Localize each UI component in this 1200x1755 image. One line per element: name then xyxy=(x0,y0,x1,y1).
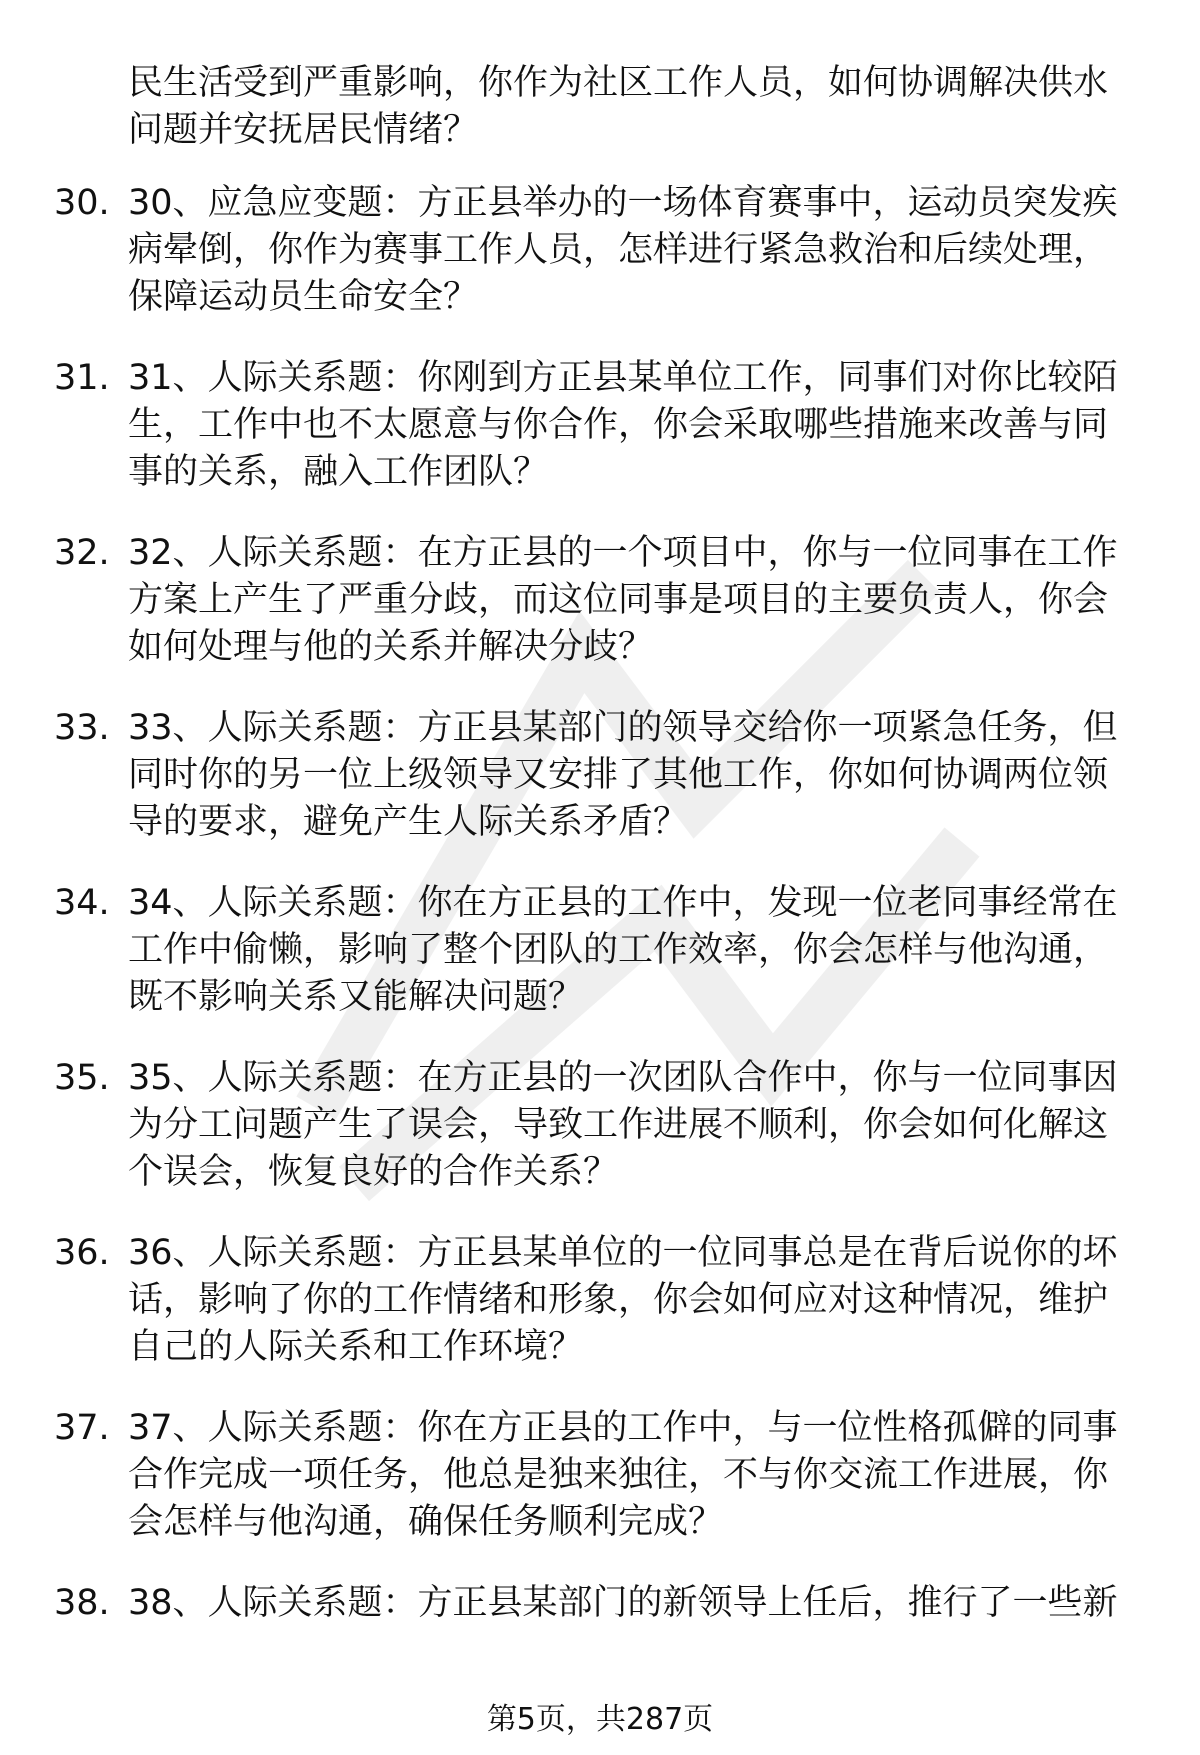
item-number: 36. xyxy=(54,1233,110,1273)
item-number: 37. xyxy=(54,1408,110,1448)
item-number: 38. xyxy=(54,1583,110,1623)
item-number: 31. xyxy=(54,358,110,398)
list-item xyxy=(0,705,1200,880)
item-text: 31、人际关系题：你刚到方正县某单位工作，同事们对你比较陌 生，工作中也不太愿意与你合作，你会采取哪些措施来改善与同 事的关系，融入工作团队？ xyxy=(128,358,1118,492)
item-number: 35. xyxy=(54,1058,110,1098)
item-text: 37、人际关系题：你在方正县的工作中，与一位性格孤僻的同事 合作完成一项任务，他总是独来独往，不与你交流工作进展，你 会怎样与他沟通，确保任务顺利完成？ xyxy=(128,1408,1118,1542)
item-text: 38、人际关系题：方正县某部门的新领导上任后，推行了一些新 xyxy=(128,1583,1118,1623)
list-item xyxy=(0,1055,1200,1230)
list-item xyxy=(0,180,1200,355)
item-number: 32. xyxy=(54,533,110,573)
item-text: 32、人际关系题：在方正县的一个项目中，你与一位同事在工作 方案上产生了严重分歧，而这位同事是项目的主要负责人，你会 如何处理与他的关系并解决分歧？ xyxy=(128,533,1118,667)
item-text: 34、人际关系题：你在方正县的工作中，发现一位老同事经常在 工作中偷懒，影响了整个团队的工作效率，你会怎样与他沟通， 既不影响关系又能解决问题？ xyxy=(128,883,1118,1017)
list-item xyxy=(0,1405,1200,1580)
question-list xyxy=(0,180,1200,1755)
list-item xyxy=(0,530,1200,705)
page-footer: 第5页，共287页 xyxy=(486,1702,714,1737)
list-item xyxy=(0,880,1200,1055)
list-item xyxy=(0,355,1200,530)
item-number: 30. xyxy=(54,183,110,223)
item-text: 35、人际关系题：在方正县的一次团队合作中，你与一位同事因 为分工问题产生了误会，导致工作进展不顺利，你会如何化解这 个误会，恢复良好的合作关系？ xyxy=(128,1058,1118,1192)
item-text: 36、人际关系题：方正县某单位的一位同事总是在背后说你的坏 话，影响了你的工作情绪和形象，你会如何应对这种情况，维护 自己的人际关系和工作环境？ xyxy=(128,1233,1118,1367)
list-item xyxy=(0,1230,1200,1405)
item-text: 30、应急应变题：方正县举办的一场体育赛事中，运动员突发疾 病晕倒，你作为赛事工作人员，怎样进行紧急救治和后续处理， 保障运动员生命安全？ xyxy=(128,183,1118,317)
item-text: 33、人际关系题：方正县某部门的领导交给你一项紧急任务，但 同时你的另一位上级领导又安排了其他工作，你如何协调两位领 导的要求，避免产生人际关系矛盾？ xyxy=(128,708,1118,842)
item-number: 34. xyxy=(54,883,110,923)
continuation-text: 民生活受到严重影响，你作为社区工作人员，如何协调解决供水 问题并安抚居民情绪？ xyxy=(128,63,1109,150)
item-number: 33. xyxy=(54,708,110,748)
